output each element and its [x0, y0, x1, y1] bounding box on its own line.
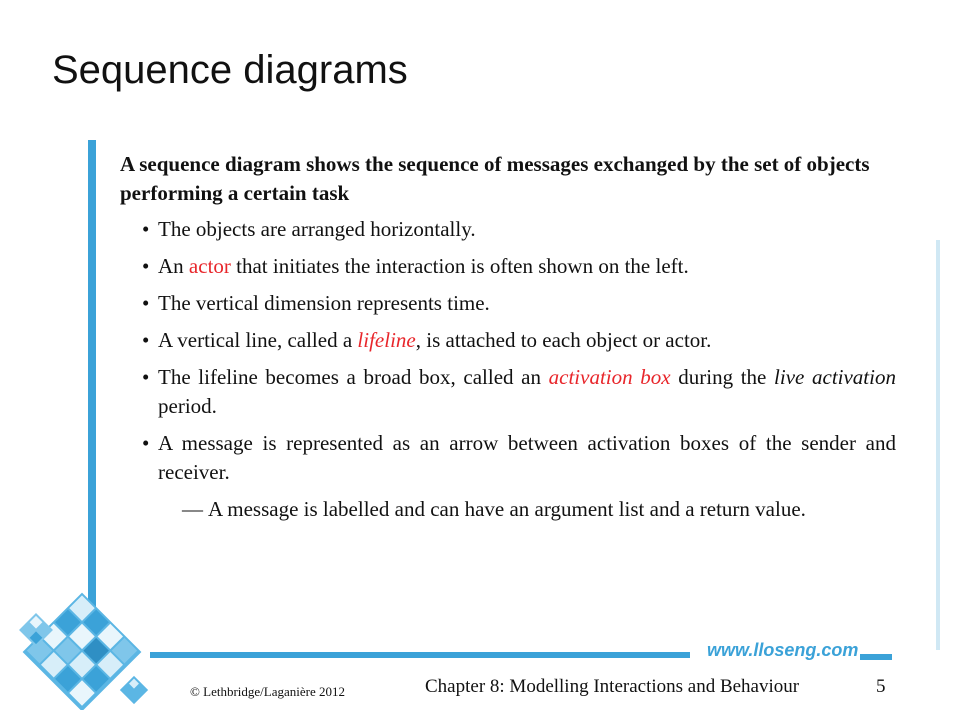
bullet-dot: •: [142, 291, 150, 315]
bullet-item: [120, 363, 896, 421]
accent-horizontal-bar: [150, 652, 690, 658]
sub-bullet-dash: —: [182, 497, 203, 521]
highlight-term-activation-box: activation box: [548, 365, 671, 389]
slide-content: [120, 150, 896, 524]
bullet-text: The vertical dimension represents time.: [158, 291, 490, 315]
bullet-item: [120, 326, 896, 355]
intro-text: A sequence diagram shows the sequence of messages exchanged by the set of objects performing a certain task: [120, 152, 870, 205]
footer-chapter: Chapter 8: Modelling Interactions and Behaviour: [425, 676, 800, 697]
bullet-dot: •: [142, 328, 150, 352]
footer-copyright: © Lethbridge/Laganière 2012: [190, 684, 345, 699]
bullet-item: [120, 429, 896, 487]
sub-bullet-item: [120, 495, 896, 524]
sub-bullet-text: A message is labelled and can have an argument list and a return value.: [208, 497, 806, 521]
mosaic-logo-icon: [14, 590, 154, 710]
highlight-term-actor: actor: [188, 254, 231, 278]
bullet-dot: •: [142, 217, 150, 241]
bullet-item: [120, 252, 896, 281]
bullet-item: [120, 215, 896, 244]
footer-page-number: 5: [876, 676, 886, 697]
bullet-text: The objects are arranged horizontally.: [158, 217, 476, 241]
bullet-text: A vertical line, called a: [158, 328, 358, 352]
highlight-term-lifeline: lifeline: [357, 328, 416, 352]
bullet-text: The lifeline becomes a broad box, called an: [158, 365, 549, 389]
bullet-text: that initiates the interaction is often shown on the left.: [230, 254, 689, 278]
slide-title: Sequence diagrams: [52, 48, 408, 92]
italic-term-live-activation: live activation: [774, 365, 896, 389]
bullet-text: An: [158, 254, 189, 278]
bullet-item: [120, 289, 896, 318]
bullet-text: during the: [670, 365, 775, 389]
bullet-text: period.: [158, 394, 217, 418]
accent-horizontal-bar-right: [860, 654, 892, 660]
bullet-dot: •: [142, 431, 150, 455]
accent-vertical-bar-right: [936, 240, 940, 650]
bullet-text: , is attached to each object or actor.: [415, 328, 712, 352]
bullet-text: A message is represented as an arrow between activation boxes of the sender and receiver.: [158, 431, 896, 484]
accent-vertical-bar: [88, 140, 96, 650]
bullet-dot: •: [142, 365, 150, 389]
website-logo: www.lloseng.com: [707, 640, 859, 660]
bullet-dot: •: [142, 254, 150, 278]
